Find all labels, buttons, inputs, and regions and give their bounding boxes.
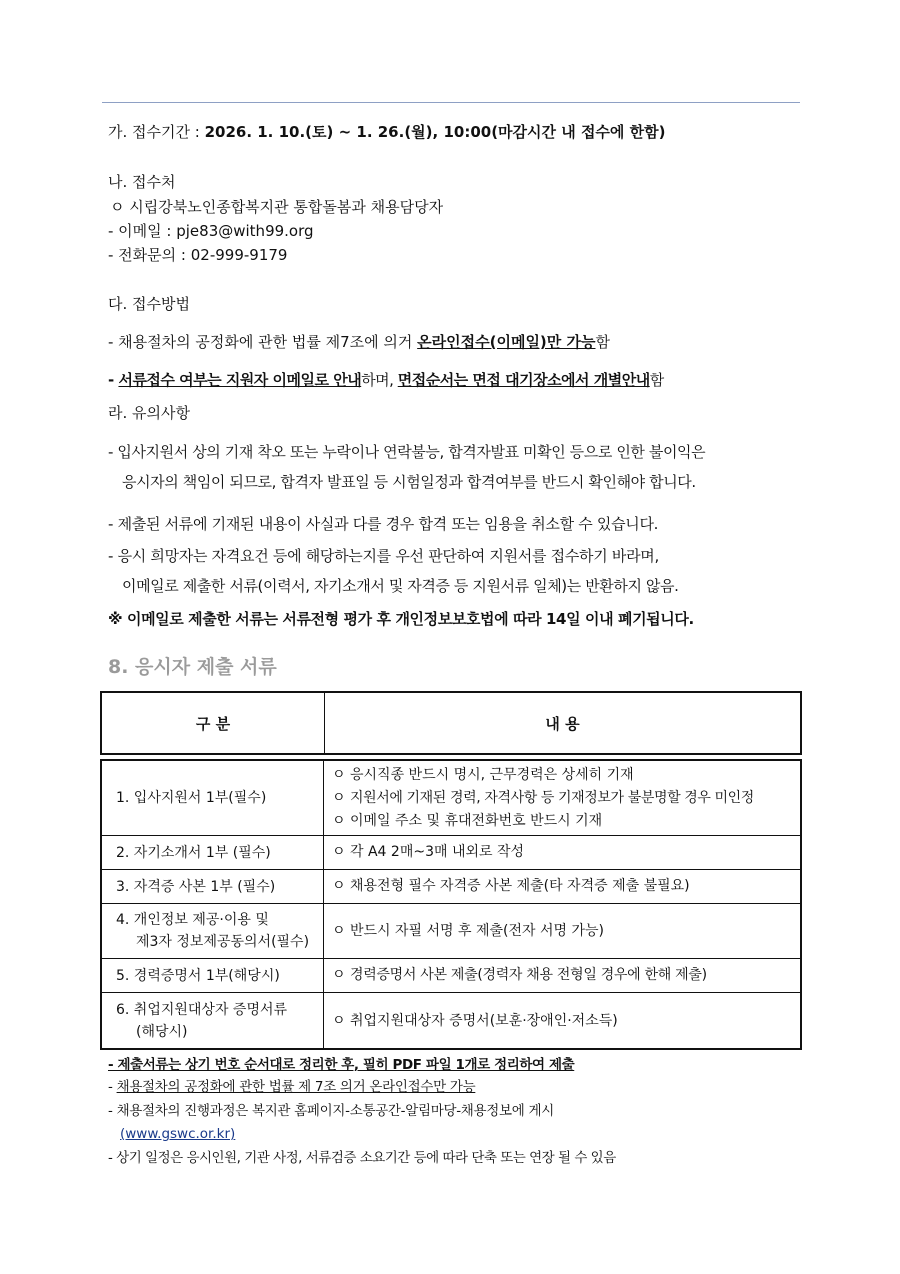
notice-1b: 응시자의 책임이 되므로, 합격자 발표일 등 시험일정과 합격여부를 반드시 확인해야 합니다. (122, 473, 696, 491)
row-item-line2: 제3자 정보제공동의서(필수) (136, 934, 310, 950)
top-divider (102, 102, 800, 103)
detail: 이메일 주소 및 휴대전화번호 반드시 기재 (350, 812, 603, 829)
detail: 각 A4 2매~3매 내외로 작성 (350, 844, 525, 860)
row-item: 3. 자격증 사본 1부 (필수) (102, 870, 324, 903)
bullet: ㅇ (332, 967, 346, 983)
table-row (102, 761, 800, 835)
method-line2-mid: 하며, (361, 371, 398, 389)
bullet: ㅇ (332, 1012, 346, 1029)
documents-table (100, 759, 802, 1050)
note-online-only-text: 채용절차의 공정화에 관한 법률 제 7조 의거 온라인접수만 가능 (116, 1079, 476, 1095)
bullet: ㅇ (332, 922, 346, 939)
row-item: 1. 입사지원서 1부(필수) (102, 761, 324, 835)
method-line1-suffix: 함 (595, 333, 610, 351)
table-row (102, 958, 800, 992)
reception-phone: - 전화문의 : 02-999-9179 (108, 246, 288, 264)
method-online-only (108, 332, 610, 352)
section-8-title: 8. 응시자 제출 서류 (108, 656, 277, 678)
application-period-value: 2026. 1. 10.(토) ~ 1. 26.(월), 10:00(마감시간 내 접수에 한함) (204, 123, 666, 141)
bullet: ㅇ (332, 844, 346, 860)
method-line2-suffix: 함 (649, 371, 664, 389)
row-details (324, 959, 800, 992)
method-guidance (108, 370, 664, 390)
notice-2: - 제출된 서류에 기재된 내용이 사실과 다를 경우 합격 또는 임용을 취소할 수 있습니다. (108, 515, 659, 533)
header-category: 구 분 (195, 714, 231, 733)
row-item (102, 993, 324, 1049)
note-schedule-change: - 상기 일정은 응시인원, 기관 사정, 서류검증 소요기간 등에 따라 단축 또는 연장 될 수 있음 (108, 1150, 616, 1166)
reception-email: - 이메일 : pje83@with99.org (108, 222, 314, 240)
row-details (324, 761, 800, 835)
row-item-line2: (해당시) (136, 1024, 188, 1040)
application-period-label: 가. 접수기간 : (108, 123, 205, 141)
table-row (102, 835, 800, 869)
row-item-line1: 6. 취업지원대상자 증명서류 (116, 1002, 288, 1018)
table-row (102, 903, 800, 958)
header-content: 내 용 (545, 714, 580, 733)
note-process-posting: - 채용절차의 진행과정은 복지관 홈페이지-소통공간-알림마당-채용정보에 게시 (108, 1103, 554, 1119)
bullet: ㅇ (332, 812, 346, 829)
detail: 경력증명서 사본 제출(경력자 채용 전형일 경우에 한해 제출) (350, 967, 707, 983)
method-line2-emphasis2: 면접순서는 면접 대기장소에서 개별안내 (397, 371, 650, 389)
detail: 채용전형 필수 자격증 사본 제출(타 자격증 제출 불필요) (350, 878, 690, 894)
bullet: ㅇ (332, 766, 346, 783)
reception-heading: 나. 접수처 (108, 173, 176, 191)
method-heading: 다. 접수방법 (108, 295, 190, 313)
notice-3a: - 응시 희망자는 자격요건 등에 해당하는지를 우선 판단하여 지원서를 접수하기 바라며, (108, 547, 659, 565)
note-submit-format: - 제출서류는 상기 번호 순서대로 정리한 후, 필히 PDF 파일 1개로 정리하여 제출 (108, 1057, 575, 1073)
notice-heading: 라. 유의사항 (108, 404, 190, 422)
row-details (324, 993, 800, 1049)
row-item: 2. 자기소개서 1부 (필수) (102, 836, 324, 869)
reception-place: ㅇ 시립강북노인종합복지관 통합돌봄과 채용담당자 (110, 198, 444, 216)
detail: 지원서에 기재된 경력, 자격사항 등 기재정보가 불분명할 경우 미인정 (350, 789, 754, 806)
row-item (102, 904, 324, 958)
homepage-link[interactable]: (www.gswc.or.kr) (120, 1126, 236, 1142)
note-dash: - (108, 1079, 117, 1095)
row-details (324, 870, 800, 903)
method-line2-dash: - (108, 371, 119, 389)
table-row (102, 869, 800, 903)
row-item-line1: 4. 개인정보 제공·이용 및 (116, 912, 269, 928)
row-details (324, 904, 800, 958)
detail: 취업지원대상자 증명서(보훈·장애인·저소득) (350, 1012, 618, 1029)
notice-warning: ※ 이메일로 제출한 서류는 서류전형 평가 후 개인정보보호법에 따라 14일 이내 폐기됩니다. (108, 610, 694, 628)
notice-1a: - 입사지원서 상의 기재 착오 또는 누락이나 연락불능, 합격자발표 미확인 등으로 인한 불이익은 (108, 443, 706, 461)
table-row (102, 992, 800, 1049)
detail: 반드시 자필 서명 후 제출(전자 서명 가능) (350, 922, 605, 939)
bullet: ㅇ (332, 878, 346, 894)
method-line2-emphasis1: 서류접수 여부는 지원자 이메일로 안내 (118, 371, 362, 389)
row-details (324, 836, 800, 869)
bullet: ㅇ (332, 789, 346, 806)
documents-table-header (100, 691, 802, 755)
method-line1-emphasis: 온라인접수(이메일)만 가능 (417, 333, 596, 351)
method-line1-prefix: - 채용절차의 공정화에 관한 법률 제7조에 의거 (108, 333, 418, 351)
notice-3b: 이메일로 제출한 서류(이력서, 자기소개서 및 자격증 등 지원서류 일체)는 반환하지 않음. (122, 577, 679, 595)
detail: 응시직종 반드시 명시, 근무경력은 상세히 기재 (350, 766, 634, 783)
note-online-only (108, 1077, 475, 1097)
application-period (108, 122, 665, 142)
row-item: 5. 경력증명서 1부(해당시) (102, 959, 324, 992)
